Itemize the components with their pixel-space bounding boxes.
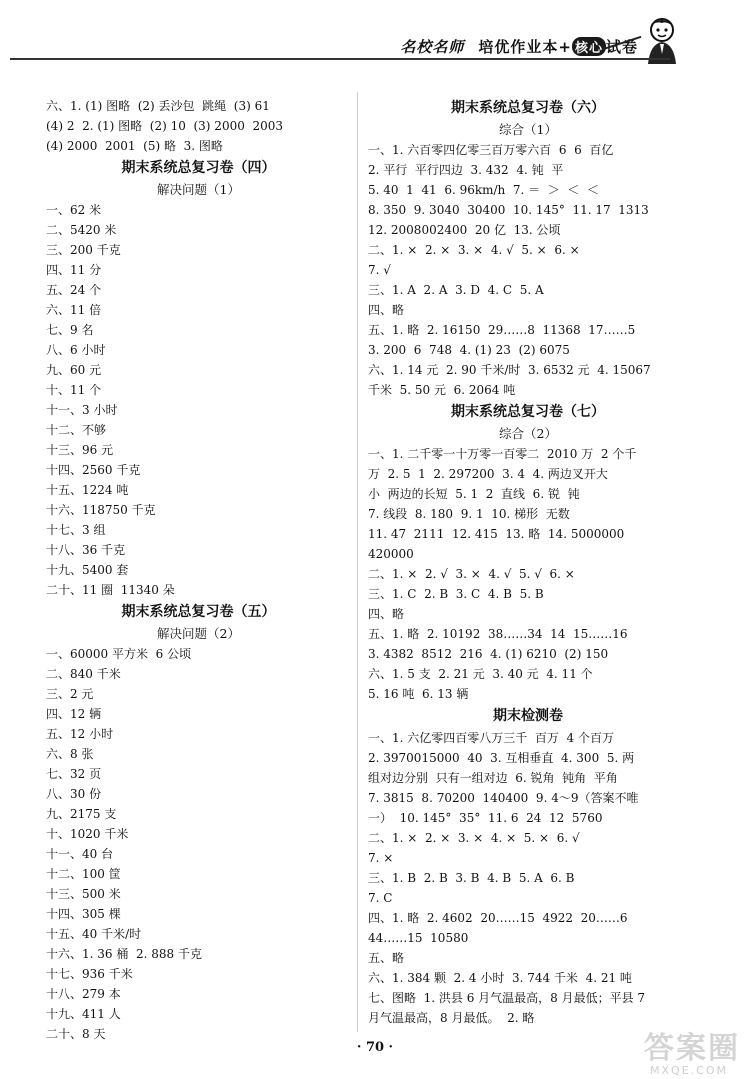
answer-line: 7. × xyxy=(368,851,394,865)
answer-line: 十二、100 筐 xyxy=(46,867,121,881)
answer-line: 组对边分别 只有一组对边 6. 锐角 钝角 平角 xyxy=(368,771,618,785)
answer-line: 五、12 小时 xyxy=(46,727,114,741)
final-exam-title: 期末检测卷 xyxy=(493,708,563,724)
answer-line: 六、1. 14 元 2. 90 千米/时 3. 6532 元 4. 15067 xyxy=(368,363,651,377)
answer-line: 六、11 倍 xyxy=(46,303,102,317)
section7-title: 期末系统总复习卷（七） xyxy=(451,404,605,420)
section4-title: 期末系统总复习卷（四） xyxy=(121,160,276,176)
answer-line: 四、12 辆 xyxy=(46,707,102,721)
answer-line: 四、略 xyxy=(368,303,405,317)
answer-line: 十七、3 组 xyxy=(46,523,106,537)
answer-line: 十四、305 棵 xyxy=(46,907,121,921)
answer-line: 三、1. A 2. A 3. D 4. C 5. A xyxy=(368,283,544,297)
answer-line: 十、1020 千米 xyxy=(46,827,129,841)
header-title-core: 核心 xyxy=(572,37,606,56)
intro-line: 六、1. (1) 图略 (2) 丢沙包 跳绳 (3) 61 xyxy=(46,99,270,113)
answer-line: 一、1. 六百零四亿零三百万零六百 6 6 百亿 xyxy=(368,143,614,157)
answer-line: 六、1. 384 颗 2. 4 小时 3. 744 千米 4. 21 吨 xyxy=(368,971,632,985)
answer-line: 二十、11 圈 11340 朵 xyxy=(46,583,175,597)
answer-line: 五、24 个 xyxy=(46,283,102,297)
answer-line: 一） 10. 145° 35° 11. 6 24 12 5760 xyxy=(368,811,603,825)
answer-line: 七、32 页 xyxy=(46,767,102,781)
answer-line: 八、30 份 xyxy=(46,787,102,801)
section6-title: 期末系统总复习卷（六） xyxy=(451,100,605,116)
header-title-before: 培优作业本+ xyxy=(478,38,572,56)
answer-line: 12. 2008002400 20 亿 13. 公顷 xyxy=(368,223,561,237)
answer-line: 一、60000 平方米 6 公顷 xyxy=(46,647,192,661)
answer-line: 一、1. 二千零一十万零一百零二 2010 万 2 个千 xyxy=(368,447,637,461)
intro-line: (4) 2 2. (1) 图略 (2) 10 (3) 2000 2003 xyxy=(46,119,284,133)
answer-line: 三、200 千克 xyxy=(46,243,121,257)
answer-line: 五、略 xyxy=(368,951,405,965)
answer-line: 十三、500 米 xyxy=(46,887,121,901)
section5-subtitle: 解决问题（2） xyxy=(157,626,240,641)
answer-line: 11. 47 2111 12. 415 13. 略 14. 5000000 xyxy=(368,527,625,541)
watermark-logo: 答案圈 xyxy=(644,1031,740,1066)
header-rule xyxy=(10,58,670,60)
answer-line: 七、9 名 xyxy=(46,323,94,337)
header-title xyxy=(400,36,638,57)
answer-line: 420000 xyxy=(368,547,414,561)
watermark-url: MXQE.COM xyxy=(650,1064,728,1077)
answer-line: 二十、8 天 xyxy=(46,1027,106,1041)
answer-line: 月气温最高，8 月最低。 2. 略 xyxy=(368,1011,535,1025)
intro-line: (4) 2000 2001 (5) 略 3. 图略 xyxy=(46,139,223,153)
header-title-after: 试卷 xyxy=(605,38,638,56)
answer-line: 2. 3970015000 40 3. 互相垂直 4. 300 5. 两 xyxy=(368,751,635,765)
answer-line: 四、11 分 xyxy=(46,263,102,277)
answer-line: 十九、5400 套 xyxy=(46,563,129,577)
answer-line: 二、5420 米 xyxy=(46,223,117,237)
answer-line: 四、1. 略 2. 4602 20……15 4922 20……6 xyxy=(368,911,628,925)
answer-line: 三、1. B 2. B 3. B 4. B 5. A 6. B xyxy=(368,871,575,885)
answer-line: 八、6 小时 xyxy=(46,343,106,357)
answer-line: 六、1. 5 支 2. 21 元 3. 40 元 4. 11 个 xyxy=(368,667,593,681)
answer-line: 7. √ xyxy=(368,263,391,277)
page-number: · 70 · xyxy=(356,1040,394,1055)
answer-line: 四、略 xyxy=(368,607,405,621)
answer-line: 万 2. 5 1 2. 297200 3. 4 4. 两边叉开大 xyxy=(368,467,608,481)
answer-line: 7. 3815 8. 70200 140400 9. 4～9（答案不唯 xyxy=(368,791,639,805)
answer-line: 十六、118750 千克 xyxy=(46,503,156,517)
answer-line: 七、图略 1. 洪县 6 月气温最高，8 月最低；平县 7 xyxy=(368,991,646,1005)
answer-line: 十八、279 本 xyxy=(46,987,121,1001)
answer-line: 8. 350 9. 3040 30400 10. 145° 11. 17 1313 xyxy=(368,203,649,217)
answer-line: 十五、40 千米/时 xyxy=(46,927,142,941)
answer-line: 九、60 元 xyxy=(46,363,102,377)
answer-line: 十七、936 千米 xyxy=(46,967,133,981)
answer-line: 十二、不够 xyxy=(46,423,107,437)
right-column xyxy=(368,96,688,1028)
answer-line: 5. 16 吨 6. 13 辆 xyxy=(368,687,469,701)
answer-line: 三、1. C 2. B 3. C 4. B 5. B xyxy=(368,587,544,601)
header-brand: 名校名师 xyxy=(400,38,465,56)
answer-line: 六、8 张 xyxy=(46,747,94,761)
answer-line: 十一、3 小时 xyxy=(46,403,118,417)
answer-line: 十八、36 千克 xyxy=(46,543,126,557)
answer-line: 一、1. 六亿零四百零八万三千 百万 4 个百万 xyxy=(368,731,614,745)
answer-line: 小 两边的长短 5. 1 2 直线 6. 锐 钝 xyxy=(368,487,580,501)
answer-line: 十、11 个 xyxy=(46,383,102,397)
left-column xyxy=(46,96,351,1044)
answer-line: 3. 4382 8512 216 4. (1) 6210 (2) 150 xyxy=(368,647,609,661)
answer-line: 三、2 元 xyxy=(46,687,94,701)
answer-line: 九、2175 支 xyxy=(46,807,117,821)
section5-title: 期末系统总复习卷（五） xyxy=(121,604,276,620)
answer-line: 十一、40 台 xyxy=(46,847,114,861)
column-separator xyxy=(357,92,358,1032)
answer-line: 十五、1224 吨 xyxy=(46,483,129,497)
section6-subtitle: 综合（1） xyxy=(499,122,557,137)
answer-line: 2. 平行 平行四边 3. 432 4. 钝 平 xyxy=(368,163,564,177)
answer-line: 十四、2560 千克 xyxy=(46,463,141,477)
answer-line: 千米 5. 50 元 6. 2064 吨 xyxy=(368,383,516,397)
answer-line: 5. 40 1 41 6. 96km/h 7. ＝ ＞ ＜ ＜ xyxy=(368,183,600,197)
answer-line: 7. 线段 8. 180 9. 1 10. 梯形 无数 xyxy=(368,507,570,521)
answer-line: 十九、411 人 xyxy=(46,1007,121,1021)
section4-subtitle: 解决问题（1） xyxy=(157,182,240,197)
answer-line: 44……15 10580 xyxy=(368,931,469,945)
answer-line: 十六、1. 36 桶 2. 888 千克 xyxy=(46,947,202,961)
answer-line: 五、1. 略 2. 16150 29……8 11368 17……5 xyxy=(368,323,636,337)
page-header xyxy=(0,0,750,70)
section7-subtitle: 综合（2） xyxy=(499,426,557,441)
answer-line: 二、1. × 2. × 3. × 4. √ 5. × 6. × xyxy=(368,243,580,257)
answer-line: 一、62 米 xyxy=(46,203,102,217)
answer-line: 7. C xyxy=(368,891,393,905)
answer-line: 五、1. 略 2. 10192 38……34 14 15……16 xyxy=(368,627,628,641)
answer-line: 二、840 千米 xyxy=(46,667,121,681)
answer-line: 二、1. × 2. √ 3. × 4. √ 5. √ 6. × xyxy=(368,567,575,581)
answer-line: 十三、96 元 xyxy=(46,443,114,457)
answer-line: 3. 200 6 748 4. (1) 23 (2) 6075 xyxy=(368,343,570,357)
answer-line: 二、1. × 2. × 3. × 4. × 5. × 6. √ xyxy=(368,831,580,845)
